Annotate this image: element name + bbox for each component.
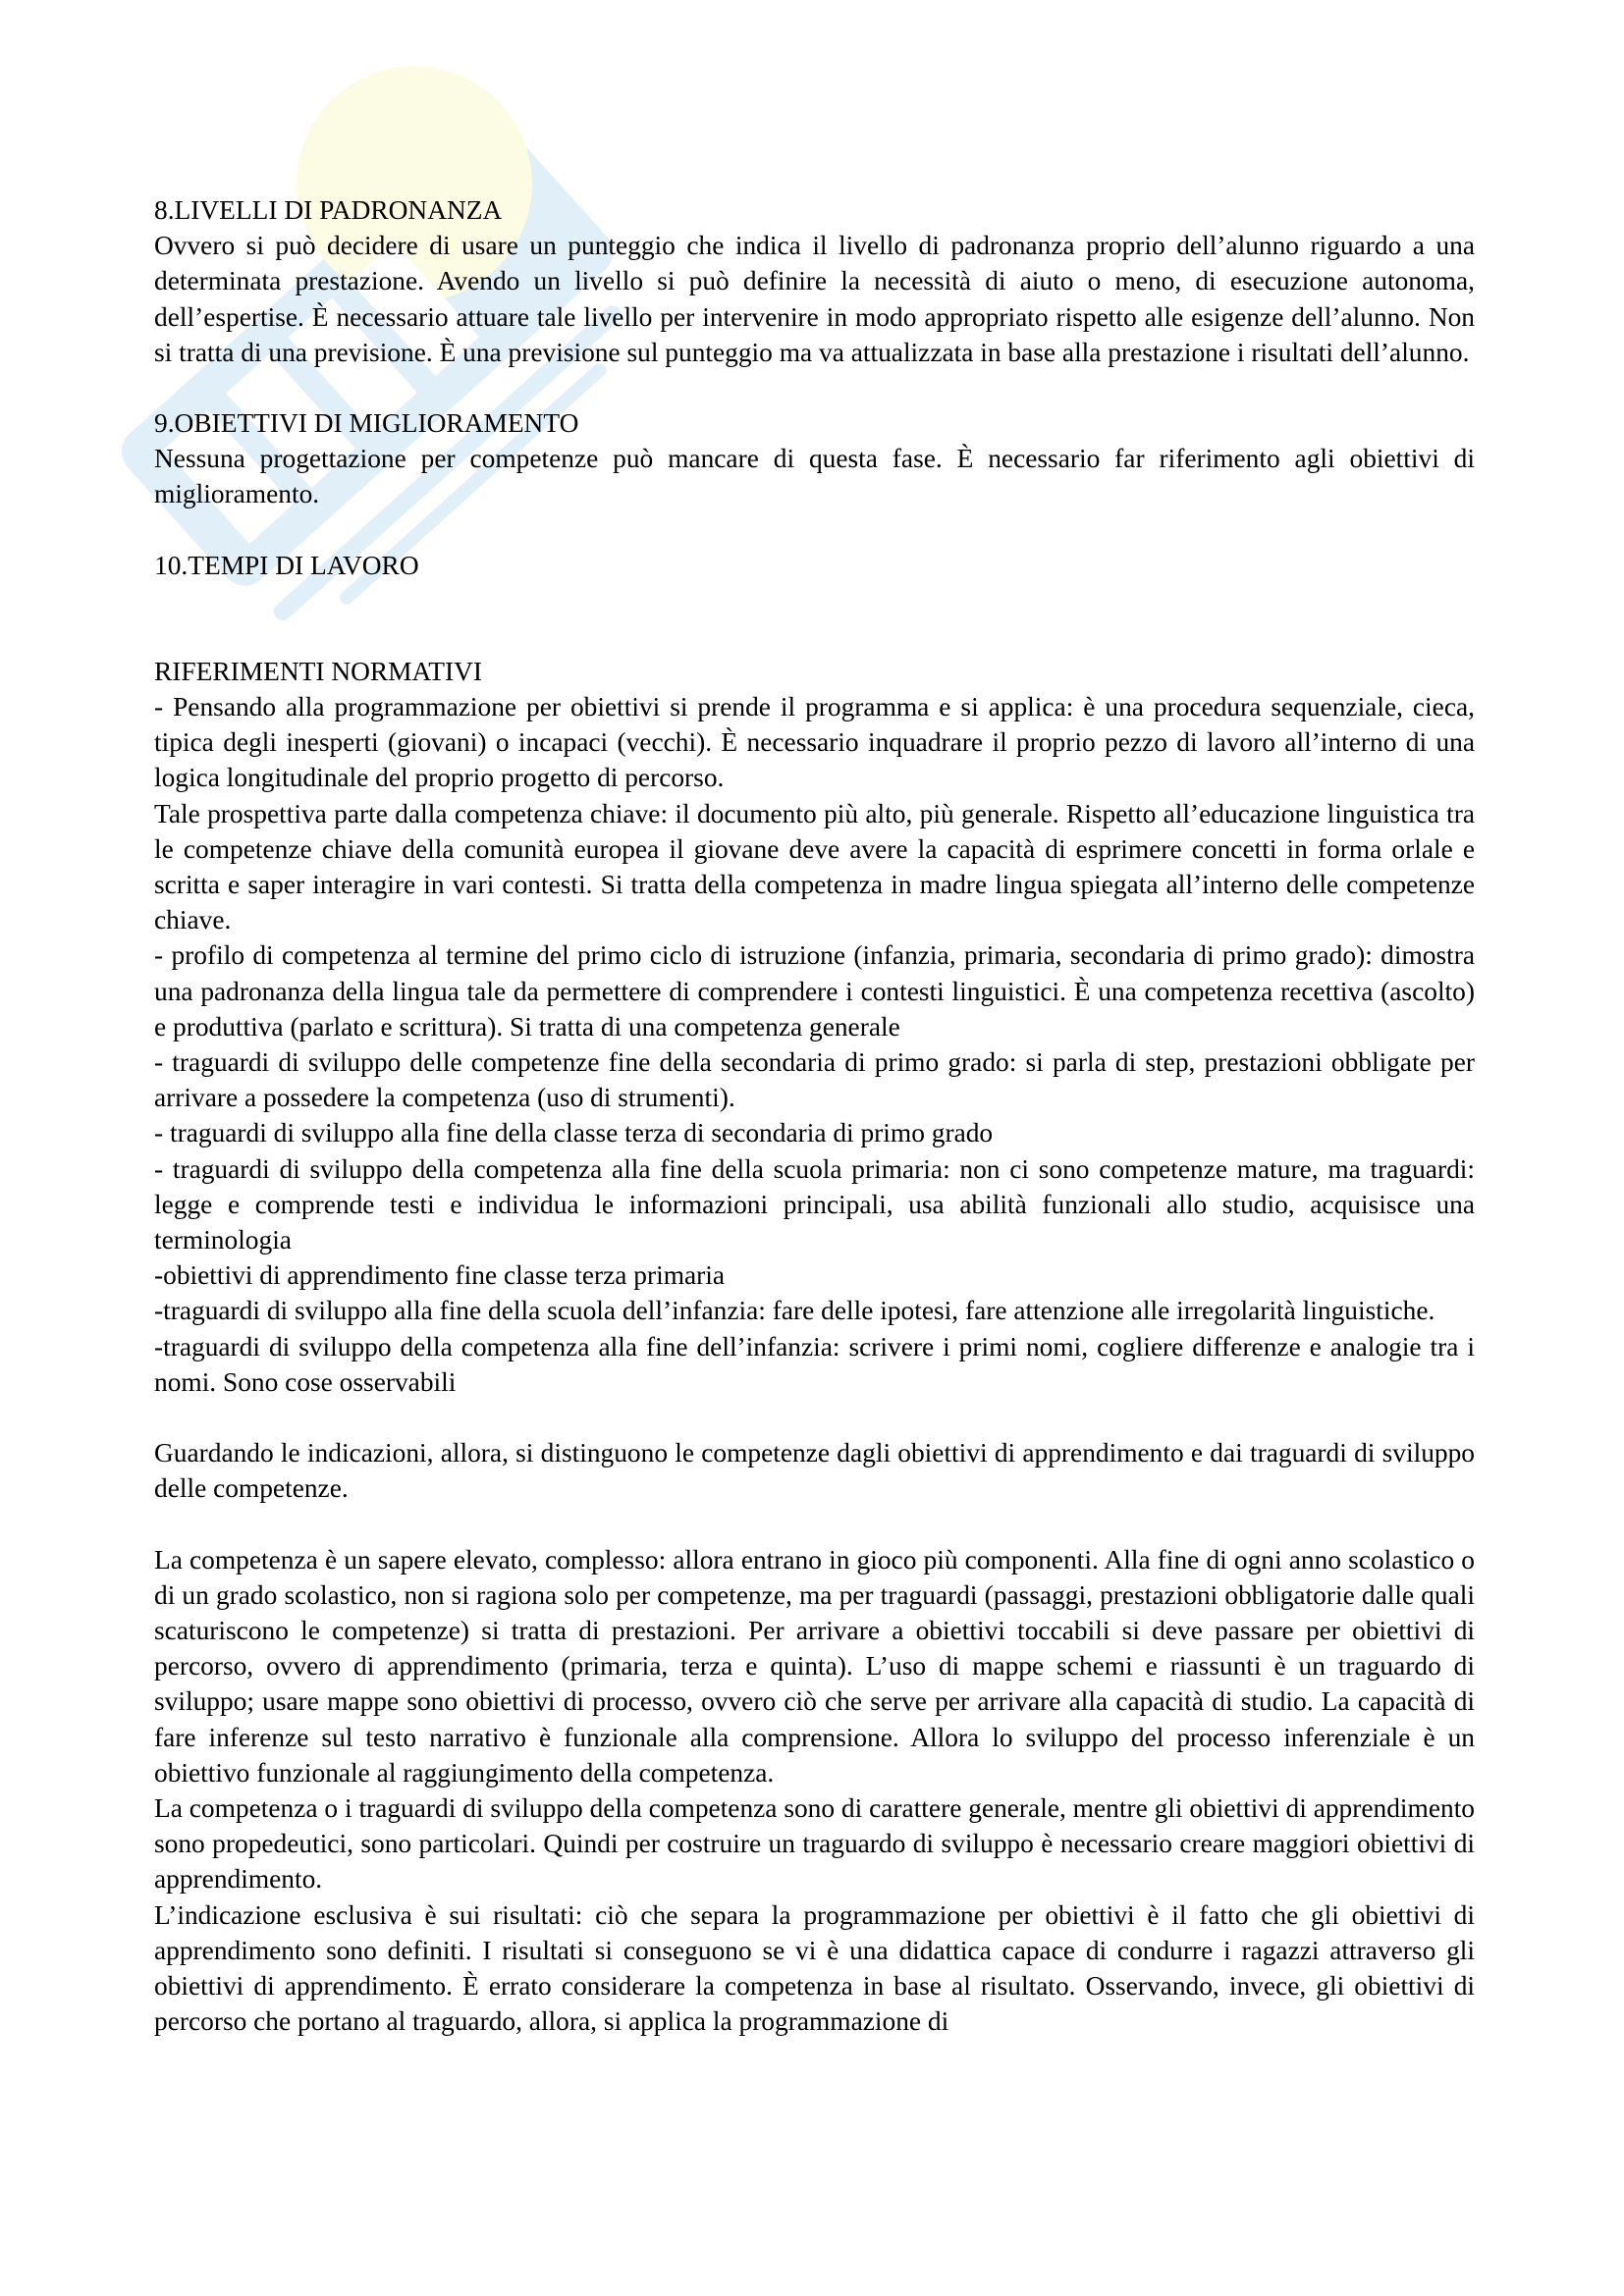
riferimenti-item: -traguardi di sviluppo alla fine della scuola dell’infanzia: fare delle ipotesi, fare attenzione alle irregolarità linguistiche.: [154, 1296, 1435, 1326]
conclusion-paragraph: L’indicazione esclusiva è sui risultati: ciò che separa la programmazione per obiettivi è il fatto che gli obiettivi di apprendimento sono definiti. I risultati si conseguono se vi è una didattica capace di condurre i ragazzi attraverso gli obiettivi di apprendimento. È errato considerare la competenza in base al risultato. Osservando, invece, gli obiettivi di percorso che portano al traguardo, allora, si applica la programmazione di: [154, 1899, 1475, 2037]
section-heading-obiettivi: 9.OBIETTIVI DI MIGLIORAMENTO: [154, 408, 579, 439]
document-body: [154, 192, 1475, 2039]
riferimenti-item: - Pensando alla programmazione per obiettivi si prende il programma e si applica: è una procedura sequenziale, cieca, tipica degli inesperti (giovani) o incapaci (vecchi). È necessario inquadrare il proprio pezzo di lavoro all’interno di una logica longitudinale del proprio progetto di percorso.: [154, 692, 1475, 793]
conclusion-paragraph: La competenza o i traguardi di sviluppo della competenza sono di carattere generale, mentre gli obiettivi di apprendimento sono propedeutici, sono particolari. Quindi per costruire un traguardo di sviluppo è necessario creare maggiori obiettivi di apprendimento.: [154, 1792, 1475, 1895]
riferimenti-item: -traguardi di sviluppo della competenza alla fine dell’infanzia: scrivere i primi nomi, cogliere differenze e analogie tra i nomi. Sono cose osservabili: [154, 1331, 1475, 1397]
riferimenti-heading: RIFERIMENTI NORMATIVI: [154, 656, 482, 686]
riferimenti-item: Tale prospettiva parte dalla competenza chiave: il documento più alto, più generale. Rispetto all’educazione linguistica tra le competenze chiave della comunità europea il giovane deve avere la capacità di esprimere concetti in forma orlale e scritta e saper interagire in vari contesti. Si tratta della competenza in madre lingua spiegata all’interno delle competenze chiave.: [154, 798, 1475, 935]
conclusion-intro: Guardando le indicazioni, allora, si distinguono le competenze dagli obiettivi di apprendimento e dai traguardi di sviluppo delle competenze.: [154, 1438, 1475, 1504]
conclusion-paragraph: La competenza è un sapere elevato, complesso: allora entrano in gioco più componenti. Alla fine di ogni anno scolastico o di un grado scolastico, non si ragiona solo per competenze, ma per traguardi (passaggi, prestazioni obbligatorie dalle quali scaturiscono le competenze) si tratta di prestazioni. Per arrivare a obiettivi toccabili si deve passare per obiettivi di percorso, ovvero di apprendimento (primaria, terza e quinta). L’uso di mappe schemi e riassunti è un traguardo di sviluppo; usare mappe sono obiettivi di processo, ovvero ciò che serve per arrivare alla capacità di studio. La capacità di fare inferenze sul testo narrativo è funzionale alla comprensione. Allora lo sviluppo del processo inferenziale è un obiettivo funzionale al raggiungimento della competenza.: [154, 1544, 1475, 1788]
section-heading-tempi: 10.TEMPI DI LAVORO: [154, 550, 419, 580]
section-body-livelli: Ovvero si può decidere di usare un punteggio che indica il livello di padronanza proprio dell’alunno riguardo a una determinata prestazione. Avendo un livello si può definire la necessità di aiuto o meno, di esecuzione autonoma, dell’espertise. È necessario attuare tale livello per intervenire in modo appropriato rispetto alle esigenze dell’alunno. Non si tratta di una previsione. È una previsione sul punteggio ma va attualizzata in base alla prestazione i risultati dell’alunno.: [154, 231, 1475, 367]
section-heading-livelli: 8.LIVELLI DI PADRONANZA: [154, 195, 503, 225]
riferimenti-item: - traguardi di sviluppo delle competenze fine della secondaria di primo grado: si parla di step, prestazioni obbligate per arrivare a possedere la competenza (uso di strumenti).: [154, 1047, 1475, 1113]
riferimenti-item: -obiettivi di apprendimento fine classe terza primaria: [154, 1260, 726, 1291]
section-body-obiettivi: Nessuna progettazione per competenze può mancare di questa fase. È necessario far riferimento agli obiettivi di miglioramento.: [154, 444, 1475, 509]
riferimenti-item: - profilo di competenza al termine del primo ciclo di istruzione (infanzia, primaria, secondaria di primo grado): dimostra una padronanza della lingua tale da permettere di comprendere i contesti linguistici. È una competenza recettiva (ascolto) e produttiva (parlato e scrittura). Si tratta di una competenza generale: [154, 940, 1475, 1041]
riferimenti-item: - traguardi di sviluppo della competenza alla fine della scuola primaria: non ci sono competenze mature, ma traguardi: legge e comprende testi e individua le informazioni principali, usa abilità funzionali allo studio, acquisisce una terminologia: [154, 1153, 1475, 1255]
riferimenti-item: - traguardi di sviluppo alla fine della classe terza di secondaria di primo grado: [154, 1118, 994, 1148]
